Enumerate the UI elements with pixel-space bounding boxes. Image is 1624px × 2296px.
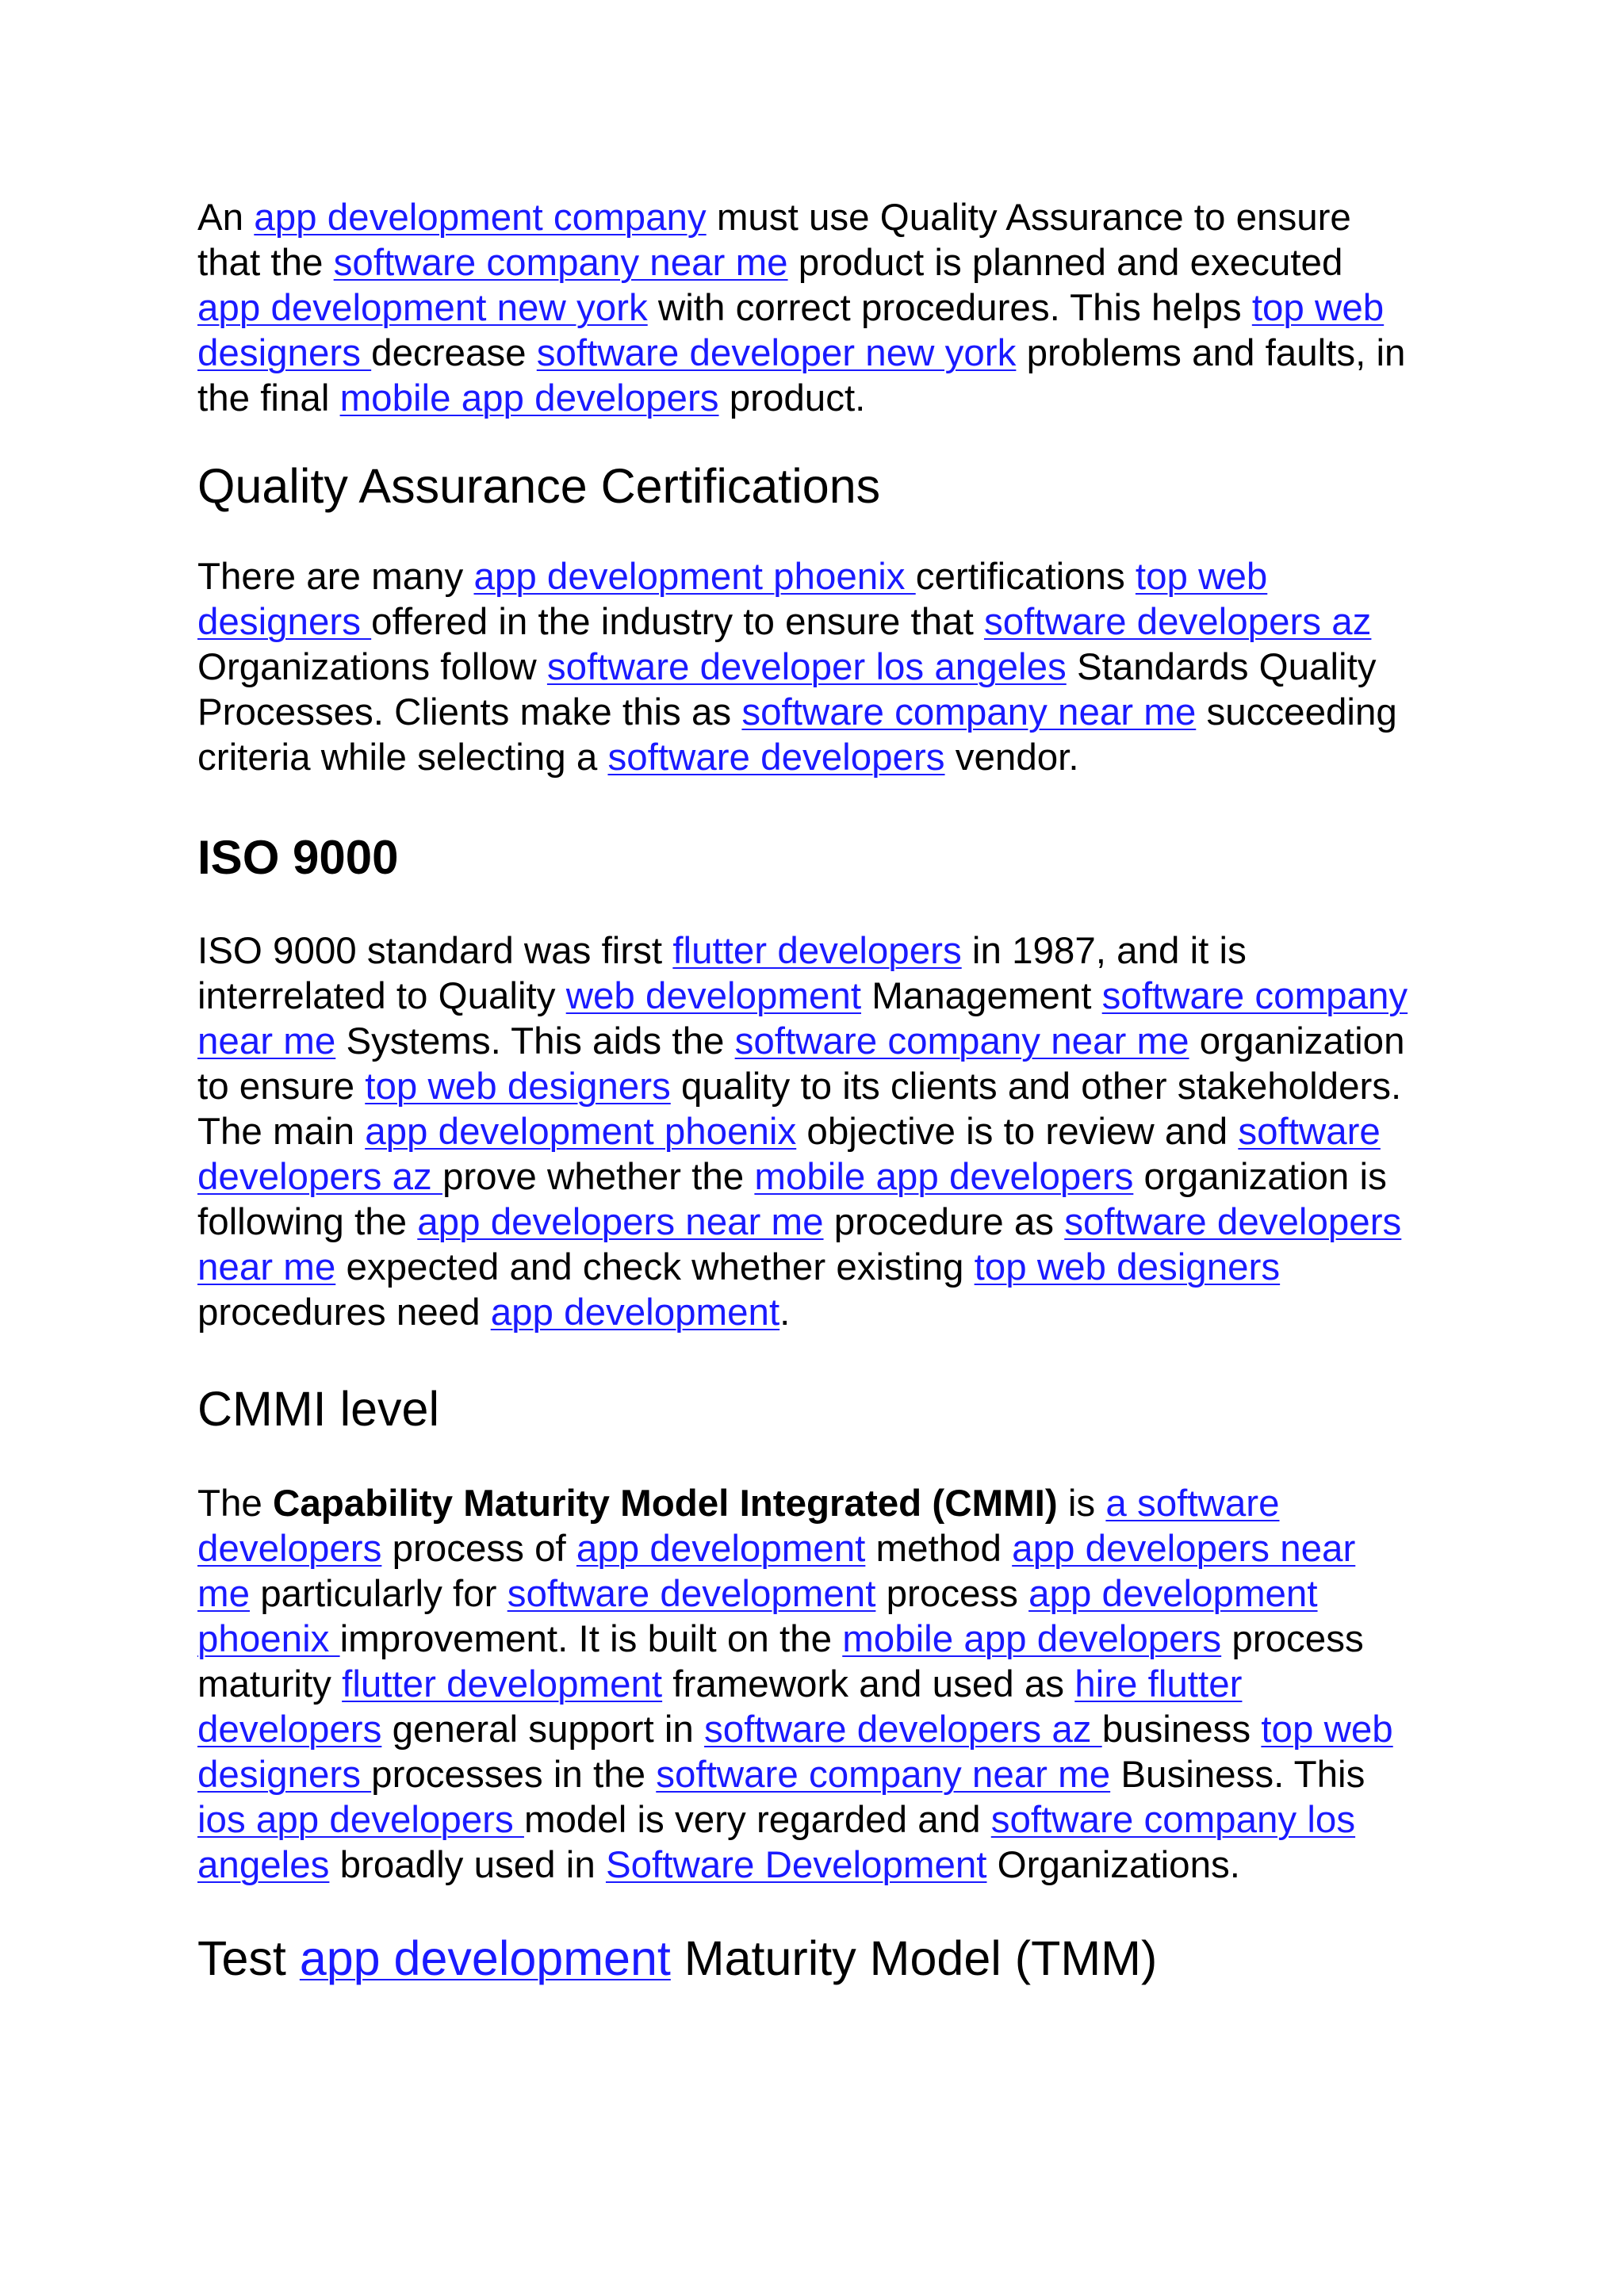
hyperlink[interactable]: software developers xyxy=(1064,1201,1402,1243)
text-line xyxy=(197,195,1405,240)
text-line xyxy=(197,554,1397,599)
hyperlink[interactable]: web development xyxy=(565,975,862,1017)
hyperlink[interactable]: phoenix xyxy=(197,1618,340,1660)
hyperlink[interactable]: software company near me xyxy=(741,691,1197,733)
hyperlink[interactable]: software company xyxy=(1101,975,1408,1017)
text-run: broadly used in xyxy=(329,1844,606,1886)
text-line xyxy=(197,1290,1408,1335)
text-run: method xyxy=(865,1528,1013,1570)
hyperlink[interactable]: hire flutter xyxy=(1074,1663,1243,1705)
text-line xyxy=(197,1109,1408,1154)
hyperlink[interactable]: mobile app developers xyxy=(842,1618,1222,1660)
text-run: Business. This xyxy=(1110,1754,1365,1796)
text-run: following the xyxy=(197,1201,418,1243)
hyperlink[interactable]: flutter development xyxy=(342,1663,663,1705)
hyperlink[interactable]: software developers xyxy=(607,737,945,779)
hyperlink[interactable]: software development xyxy=(507,1573,876,1615)
text-run: criteria while selecting a xyxy=(197,737,608,779)
text-run: that the xyxy=(197,242,334,284)
text-line xyxy=(197,1154,1408,1200)
text-run: expected and check whether existing xyxy=(335,1246,975,1288)
text-run: ISO 9000 standard was first xyxy=(197,930,673,972)
text-run: is xyxy=(1057,1483,1106,1525)
text-run: to ensure xyxy=(197,1066,366,1108)
hyperlink[interactable]: angeles xyxy=(197,1844,330,1886)
text-line xyxy=(197,1571,1393,1617)
text-line xyxy=(197,1797,1393,1843)
certifications-paragraph xyxy=(197,554,1397,780)
text-run: An xyxy=(197,197,255,239)
hyperlink[interactable]: flutter developers xyxy=(672,930,962,972)
text-run: Organizations. xyxy=(986,1844,1240,1886)
text-run: process of xyxy=(381,1528,576,1570)
text-line xyxy=(197,1526,1393,1571)
hyperlink[interactable]: developers az xyxy=(197,1156,442,1198)
hyperlink[interactable]: app developers near xyxy=(1012,1528,1356,1570)
text-run: product. xyxy=(718,377,866,419)
text-run: framework and used as xyxy=(662,1663,1075,1705)
text-run: Maturity Model (TMM) xyxy=(670,1931,1158,1985)
intro-paragraph xyxy=(197,195,1405,421)
hyperlink[interactable]: top web xyxy=(1251,287,1385,329)
text-run: organization is xyxy=(1133,1156,1387,1198)
text-run: Organizations follow xyxy=(197,646,547,688)
hyperlink[interactable]: software company los xyxy=(990,1799,1356,1841)
text-line xyxy=(197,1617,1393,1662)
text-line xyxy=(197,331,1405,376)
text-run: must use Quality Assurance to ensure xyxy=(706,197,1351,239)
hyperlink[interactable]: Software Development xyxy=(605,1844,987,1886)
text-run: certifications xyxy=(915,556,1136,598)
text-run: particularly for xyxy=(250,1573,508,1615)
hyperlink[interactable]: mobile app developers xyxy=(339,377,719,419)
text-run: Management xyxy=(861,975,1102,1017)
hyperlink[interactable]: app development xyxy=(490,1292,780,1334)
text-run: objective is to review and xyxy=(796,1111,1239,1153)
hyperlink[interactable]: app development new york xyxy=(197,287,648,329)
text-run: in 1987, and it is xyxy=(961,930,1247,972)
hyperlink[interactable]: mobile app developers xyxy=(754,1156,1134,1198)
hyperlink[interactable]: near me xyxy=(197,1246,336,1288)
heading-quality-assurance-certifications: Quality Assurance Certifications xyxy=(197,459,881,513)
text-run: The xyxy=(197,1483,274,1525)
hyperlink[interactable]: me xyxy=(197,1573,250,1615)
text-line xyxy=(197,645,1397,690)
text-line xyxy=(197,928,1408,974)
text-run: general support in xyxy=(381,1709,705,1751)
text-run: prove whether the xyxy=(442,1156,755,1198)
text-run: procedures need xyxy=(197,1292,491,1334)
text-run: process xyxy=(1221,1618,1364,1660)
text-run: interrelated to Quality xyxy=(197,975,566,1017)
text-run: Standards Quality xyxy=(1066,646,1377,688)
text-run: problems and faults, in xyxy=(1016,332,1406,374)
hyperlink[interactable]: near me xyxy=(197,1020,336,1062)
text-line xyxy=(197,1707,1393,1752)
hyperlink[interactable]: top web designers xyxy=(365,1066,671,1108)
text-run: vendor. xyxy=(944,737,1079,779)
hyperlink[interactable]: software developers az xyxy=(983,601,1372,643)
text-run: product is planned and executed xyxy=(787,242,1343,284)
text-line xyxy=(197,1481,1393,1526)
hyperlink[interactable]: software company near me xyxy=(656,1754,1111,1796)
hyperlink[interactable]: designers xyxy=(197,1754,372,1796)
text-line xyxy=(197,376,1405,421)
text-run: organization xyxy=(1189,1020,1405,1062)
text-run: The main xyxy=(197,1111,366,1153)
text-line xyxy=(197,1843,1393,1888)
text-line xyxy=(197,1752,1393,1797)
heading-cmmi-level: CMMI level xyxy=(197,1382,440,1436)
hyperlink[interactable]: software company near me xyxy=(333,242,788,284)
text-line xyxy=(197,1662,1393,1707)
text-line xyxy=(197,1019,1408,1064)
text-run: the final xyxy=(197,377,340,419)
text-line xyxy=(197,240,1405,285)
text-run: processes in the xyxy=(371,1754,657,1796)
text-run: . xyxy=(779,1292,791,1334)
text-line xyxy=(197,974,1408,1019)
hyperlink[interactable]: app development xyxy=(299,1931,671,1985)
hyperlink[interactable]: app development company xyxy=(254,197,707,239)
hyperlink[interactable]: app development phoenix xyxy=(473,556,916,598)
hyperlink[interactable]: software company near me xyxy=(734,1020,1189,1062)
text-run: model is very regarded and xyxy=(523,1799,991,1841)
hyperlink[interactable]: top web designers xyxy=(974,1246,1281,1288)
text-run: decrease xyxy=(371,332,537,374)
text-run: maturity xyxy=(197,1663,343,1705)
hyperlink[interactable]: ios app developers xyxy=(197,1799,524,1841)
hyperlink[interactable]: app development phoenix xyxy=(365,1111,797,1153)
hyperlink[interactable]: software developer new york xyxy=(536,332,1017,374)
bold-term: Capability Maturity Model Integrated (CMMI) xyxy=(273,1483,1058,1525)
hyperlink[interactable]: designers xyxy=(197,601,372,643)
text-run: procedure as xyxy=(823,1201,1065,1243)
text-line xyxy=(197,1245,1408,1290)
text-run: Systems. This aids the xyxy=(335,1020,735,1062)
hyperlink[interactable]: designers xyxy=(197,332,372,374)
hyperlink[interactable]: a software xyxy=(1105,1483,1280,1525)
text-line xyxy=(197,1064,1408,1109)
hyperlink[interactable]: top web xyxy=(1261,1709,1393,1751)
text-run: Test xyxy=(197,1931,300,1985)
hyperlink[interactable]: software developer los angeles xyxy=(546,646,1067,688)
hyperlink[interactable]: software developers az xyxy=(704,1709,1102,1751)
cmmi-paragraph xyxy=(197,1481,1393,1888)
text-run: with correct procedures. This helps xyxy=(647,287,1252,329)
text-run: Processes. Clients make this as xyxy=(197,691,742,733)
text-run: quality to its clients and other stakeholders. xyxy=(670,1066,1402,1108)
text-line xyxy=(197,285,1405,331)
heading-test-maturity-model xyxy=(197,1930,1157,1987)
hyperlink[interactable]: software xyxy=(1238,1111,1381,1153)
text-line xyxy=(197,1200,1408,1245)
text-line xyxy=(197,690,1397,735)
text-run: There are many xyxy=(197,556,474,598)
text-line xyxy=(197,599,1397,645)
iso-paragraph xyxy=(197,928,1408,1335)
heading-iso-9000: ISO 9000 xyxy=(197,831,399,884)
hyperlink[interactable]: top web xyxy=(1135,556,1268,598)
hyperlink[interactable]: app development xyxy=(576,1528,866,1570)
text-run: succeeding xyxy=(1196,691,1397,733)
text-run: offered in the industry to ensure that xyxy=(371,601,984,643)
hyperlink[interactable]: app development xyxy=(1028,1573,1318,1615)
hyperlink[interactable]: developers xyxy=(197,1709,382,1751)
text-run: improvement. It is built on the xyxy=(339,1618,843,1660)
text-run: business xyxy=(1101,1709,1262,1751)
hyperlink[interactable]: developers xyxy=(197,1528,382,1570)
text-line xyxy=(197,735,1397,780)
hyperlink[interactable]: app developers near me xyxy=(417,1201,824,1243)
text-run: process xyxy=(875,1573,1029,1615)
